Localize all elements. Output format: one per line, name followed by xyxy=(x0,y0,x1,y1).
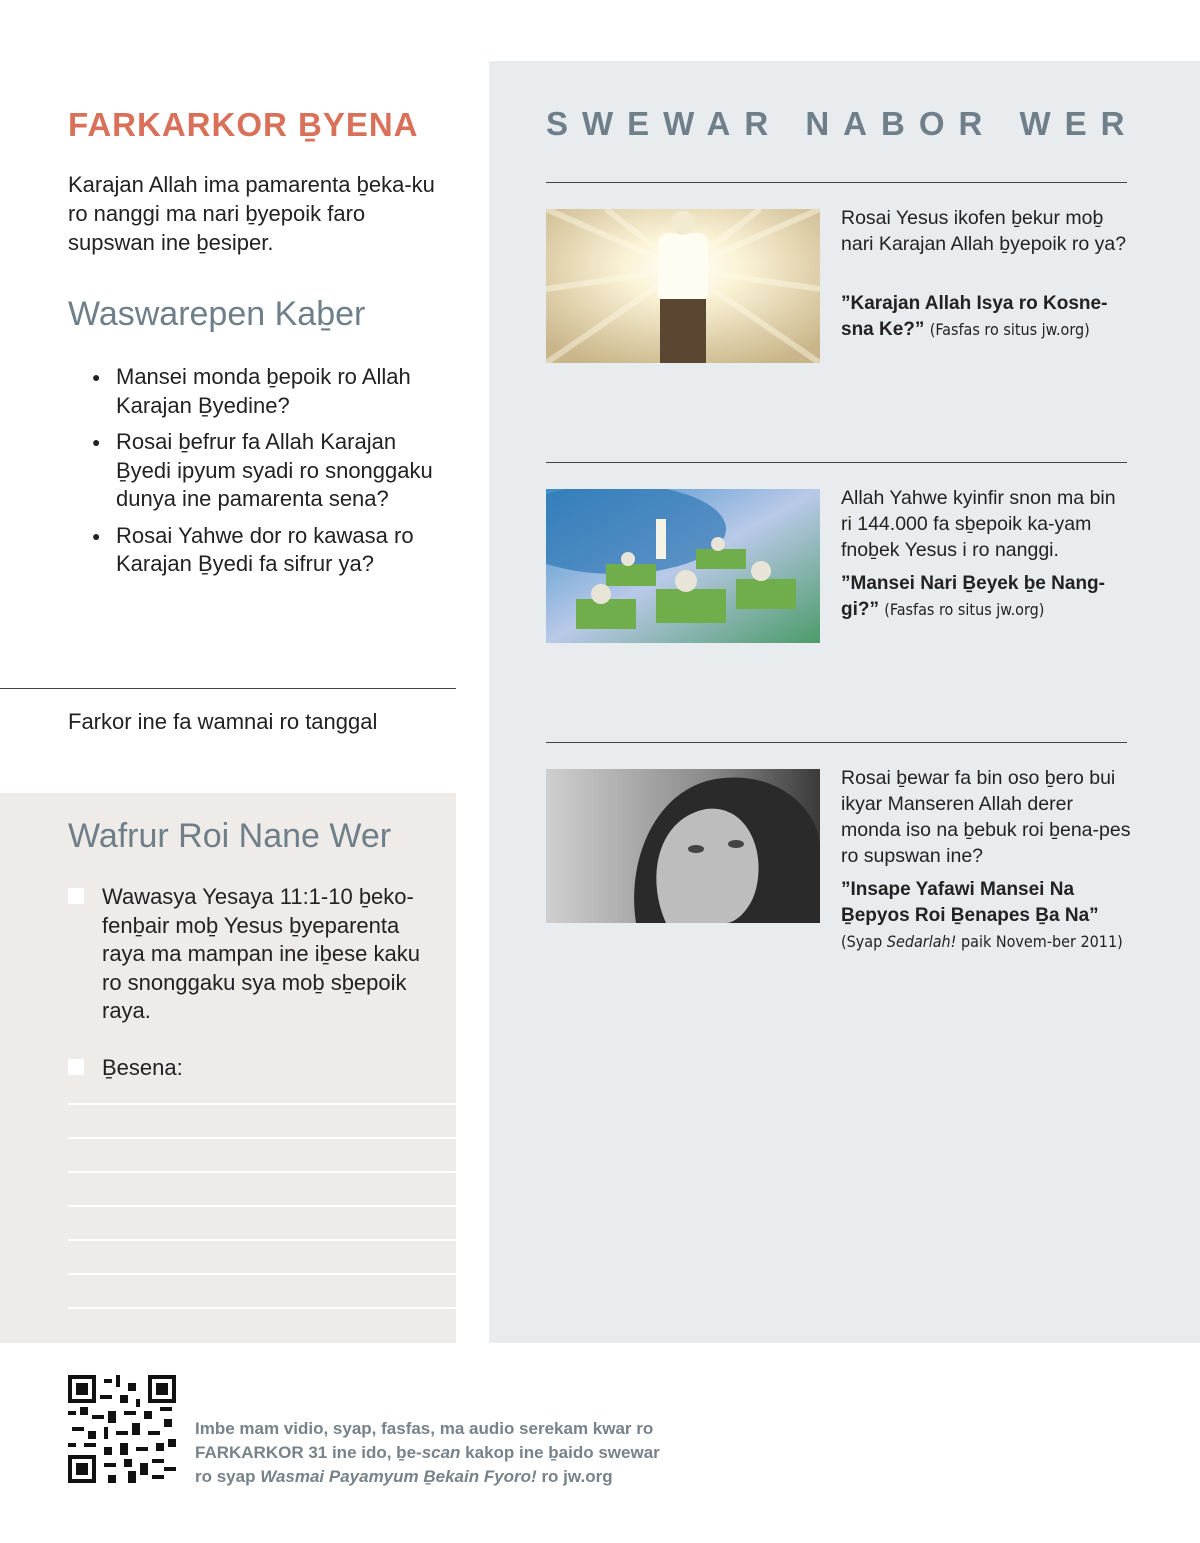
resource-source xyxy=(841,932,1123,951)
resource-title-text[interactable]: ”Mansei Nari Ḇeyek ḇe Nang-gi?” xyxy=(841,573,1105,620)
checkbox[interactable] xyxy=(68,1059,84,1075)
review-question: ● Rosai ḇefrur fa Allah Karajan Ḇyedi ipyum syadi ro snonggaku dunya ine pamarenta sena? xyxy=(92,428,452,514)
checkbox[interactable] xyxy=(68,888,84,904)
footer-line: ro syap xyxy=(195,1467,261,1486)
explore-title: SWEWAR NABOR WER xyxy=(546,105,1139,142)
resource-source: (Fasfas ro situs jw.org) xyxy=(929,320,1090,339)
writing-line[interactable] xyxy=(68,1205,456,1207)
resource-question: Rosai Yesus ikofen ḇekur moḇ nari Karajan Allah ḇyepoik ro ya? xyxy=(841,207,1127,255)
writing-line[interactable] xyxy=(68,1103,456,1105)
resource-title[interactable] xyxy=(841,291,1131,343)
review-question: ● Rosai Yahwe dor ro kawasa ro Karajan Ḇyedi fa sifrur ya? xyxy=(92,522,452,579)
task-item[interactable] xyxy=(68,1054,438,1083)
resource-title-text[interactable]: ”Karajan Allah Isya ro Kosne-sna Ke?” xyxy=(841,293,1108,340)
qr-code-icon[interactable] xyxy=(68,1375,176,1483)
task-text: Wawasya Yesaya 11:1-10 ḇeko-fenḇair moḇ Yesus ḇyeparenta raya ma mampan ine iḇese kaku ro snonggaku sya moḇ sḇepoik raya. xyxy=(102,884,420,1023)
footer-note xyxy=(195,1417,715,1489)
writing-line[interactable] xyxy=(68,1239,456,1241)
source-prefix: (Syap xyxy=(841,932,887,951)
resource-source: (Fasfas ro situs jw.org) xyxy=(884,600,1045,619)
tryit-title: Wafrur Roi Nane Wer xyxy=(68,817,392,855)
heavenly-rulers-image[interactable] xyxy=(546,489,820,643)
footer-italic: Wasmai Payamyum Ḇekain Fyoro! xyxy=(260,1467,537,1486)
date-label: Farkor ine fa wamnai ro tanggal xyxy=(68,709,378,734)
task-item[interactable] xyxy=(68,883,438,1026)
source-italic: Sedarlah! xyxy=(886,932,957,951)
task-text: Ḇesena: xyxy=(102,1055,183,1080)
resource-title[interactable] xyxy=(841,877,1131,955)
date-divider xyxy=(0,688,456,689)
writing-line[interactable] xyxy=(68,1307,456,1309)
writing-line[interactable] xyxy=(68,1171,456,1173)
resource-title[interactable] xyxy=(841,571,1131,623)
resource-question: Rosai ḇewar fa bin oso ḇero bui ikyar Manseren Allah derer monda iso na ḇebuk roi ḇena-pes ro supswan ine? xyxy=(841,767,1131,867)
resource-divider xyxy=(546,462,1127,463)
source-suffix: paik Novem-ber 2011) xyxy=(956,932,1123,951)
review-title: Waswarepen Kaḇer xyxy=(68,295,366,333)
writing-line[interactable] xyxy=(68,1137,456,1139)
footer-italic: scan xyxy=(421,1443,461,1462)
writing-line[interactable] xyxy=(68,1273,456,1275)
footer-line: ro jw.org xyxy=(536,1467,613,1486)
footer-line: kakop ine ḇaido swewar xyxy=(460,1443,660,1462)
summary-text: Karajan Allah ima pamarenta ḇeka-ku ro nanggi ma nari ḇyepoik faro supswan ine ḇesiper. xyxy=(68,172,435,255)
review-question-list xyxy=(92,363,452,587)
young-woman-looking-up-image[interactable] xyxy=(546,769,820,923)
resource-divider xyxy=(546,742,1127,743)
resource-title-text[interactable]: ”Insape Yafawi Mansei Na Ḇepyos Roi Ḇenapes Ḇa Na” xyxy=(841,879,1099,926)
resource-divider xyxy=(546,182,1127,183)
man-glowing-light-image[interactable] xyxy=(546,209,820,363)
writing-lines[interactable] xyxy=(68,1103,456,1341)
summary-title: FARKARKOR ḆYENA xyxy=(68,106,419,143)
resource-question: Allah Yahwe kyinfir snon ma bin ri 144.000 fa sḇepoik ka-yam fnoḇek Yesus i ro nanggi. xyxy=(841,487,1116,561)
footer-line: FARKARKOR 31 ine ido, ḇe- xyxy=(195,1443,422,1462)
review-question: ● Mansei monda ḇepoik ro Allah Karajan Ḇyedine? xyxy=(92,363,452,420)
footer-line: Imbe mam vidio, syap, fasfas, ma audio serekam kwar ro xyxy=(195,1419,654,1438)
